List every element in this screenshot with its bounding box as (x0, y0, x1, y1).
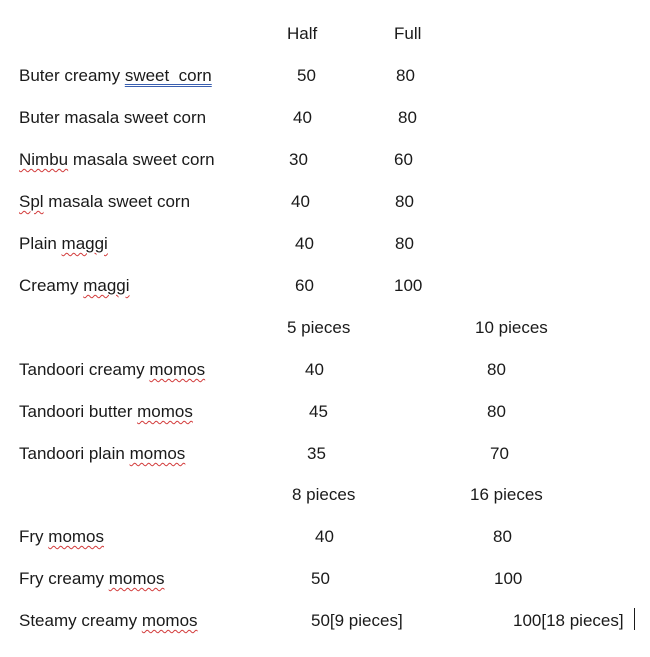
price-full: 80 (395, 234, 414, 253)
price-full: 80 (396, 66, 415, 85)
item-name (19, 609, 198, 633)
spelling-marked-text: Spl (19, 192, 44, 211)
header-row-half-full (0, 22, 650, 46)
header-half: Half (287, 24, 318, 43)
price-small: 50 (311, 569, 330, 588)
item-name (19, 148, 215, 172)
text-cursor (634, 608, 635, 630)
menu-row (0, 190, 650, 214)
menu-row (0, 148, 650, 172)
spelling-marked-text: maggi (61, 234, 108, 253)
item-name (19, 400, 193, 424)
menu-row (0, 609, 650, 633)
menu-row (0, 525, 650, 549)
price-full: 60 (394, 150, 413, 169)
item-name-text: Buter masala sweet corn (19, 108, 207, 127)
item-name-text: Creamy (19, 276, 84, 295)
price-half: 40 (293, 108, 312, 127)
spelling-marked-text: momos (108, 569, 165, 588)
menu-row (0, 232, 650, 256)
item-name-text: Tandoori butter (19, 402, 138, 421)
menu-row (0, 442, 650, 466)
spelling-marked-text: momos (137, 402, 193, 421)
spelling-marked-text: momos (141, 611, 198, 630)
spelling-marked-text: momos (149, 360, 206, 379)
spelling-marked-text: momos (129, 444, 186, 463)
price-small: 50[9 pieces] (311, 611, 403, 630)
header-pieces-large: 10 pieces (475, 318, 548, 337)
header-pieces-small: 8 pieces (292, 485, 356, 504)
spelling-marked-text: momos (48, 527, 105, 546)
item-name (19, 525, 104, 549)
price-large: 80 (487, 402, 506, 421)
item-name (19, 64, 212, 88)
item-name (19, 442, 185, 466)
price-large: 80 (493, 527, 512, 546)
header-pieces-large: 16 pieces (470, 485, 543, 504)
menu-row (0, 106, 650, 130)
menu-row (0, 400, 650, 424)
price-large: 80 (487, 360, 506, 379)
menu-row (0, 567, 650, 591)
item-name-text: Buter creamy (19, 66, 125, 85)
item-name-text: Plain (19, 234, 62, 253)
price-full: 100 (394, 276, 423, 295)
menu-row (0, 64, 650, 88)
item-name-text: Steamy creamy (19, 611, 142, 630)
price-large: 100 (494, 569, 523, 588)
price-half: 40 (291, 192, 310, 211)
item-name (19, 190, 190, 214)
price-small: 40 (305, 360, 324, 379)
item-name (19, 232, 108, 256)
item-name (19, 567, 164, 591)
item-name-text: Fry creamy (19, 569, 109, 588)
price-half: 30 (289, 150, 308, 169)
price-large: 100[18 pieces] (513, 611, 624, 630)
price-small: 35 (307, 444, 326, 463)
item-name (19, 274, 130, 298)
grammar-marked-text: sweet corn (124, 66, 212, 85)
item-name (19, 358, 205, 382)
price-large: 70 (490, 444, 509, 463)
price-half: 50 (297, 66, 316, 85)
header-row-pieces (0, 316, 650, 340)
menu-row (0, 358, 650, 382)
price-full: 80 (395, 192, 414, 211)
item-name-text: masala sweet corn (68, 150, 215, 169)
header-full: Full (394, 24, 422, 43)
price-small: 45 (309, 402, 328, 421)
spelling-marked-text: maggi (83, 276, 130, 295)
item-name-text: Tandoori creamy (19, 360, 150, 379)
item-name-text: Fry (19, 527, 49, 546)
header-pieces-small: 5 pieces (287, 318, 351, 337)
item-name (19, 106, 206, 130)
item-name-text: Tandoori plain (19, 444, 130, 463)
header-row-pieces (0, 483, 650, 507)
price-half: 60 (295, 276, 314, 295)
item-name-text: masala sweet corn (43, 192, 191, 211)
price-small: 40 (315, 527, 334, 546)
spelling-marked-text: Nimbu (19, 150, 69, 169)
menu-row (0, 274, 650, 298)
price-full: 80 (398, 108, 417, 127)
price-half: 40 (295, 234, 314, 253)
